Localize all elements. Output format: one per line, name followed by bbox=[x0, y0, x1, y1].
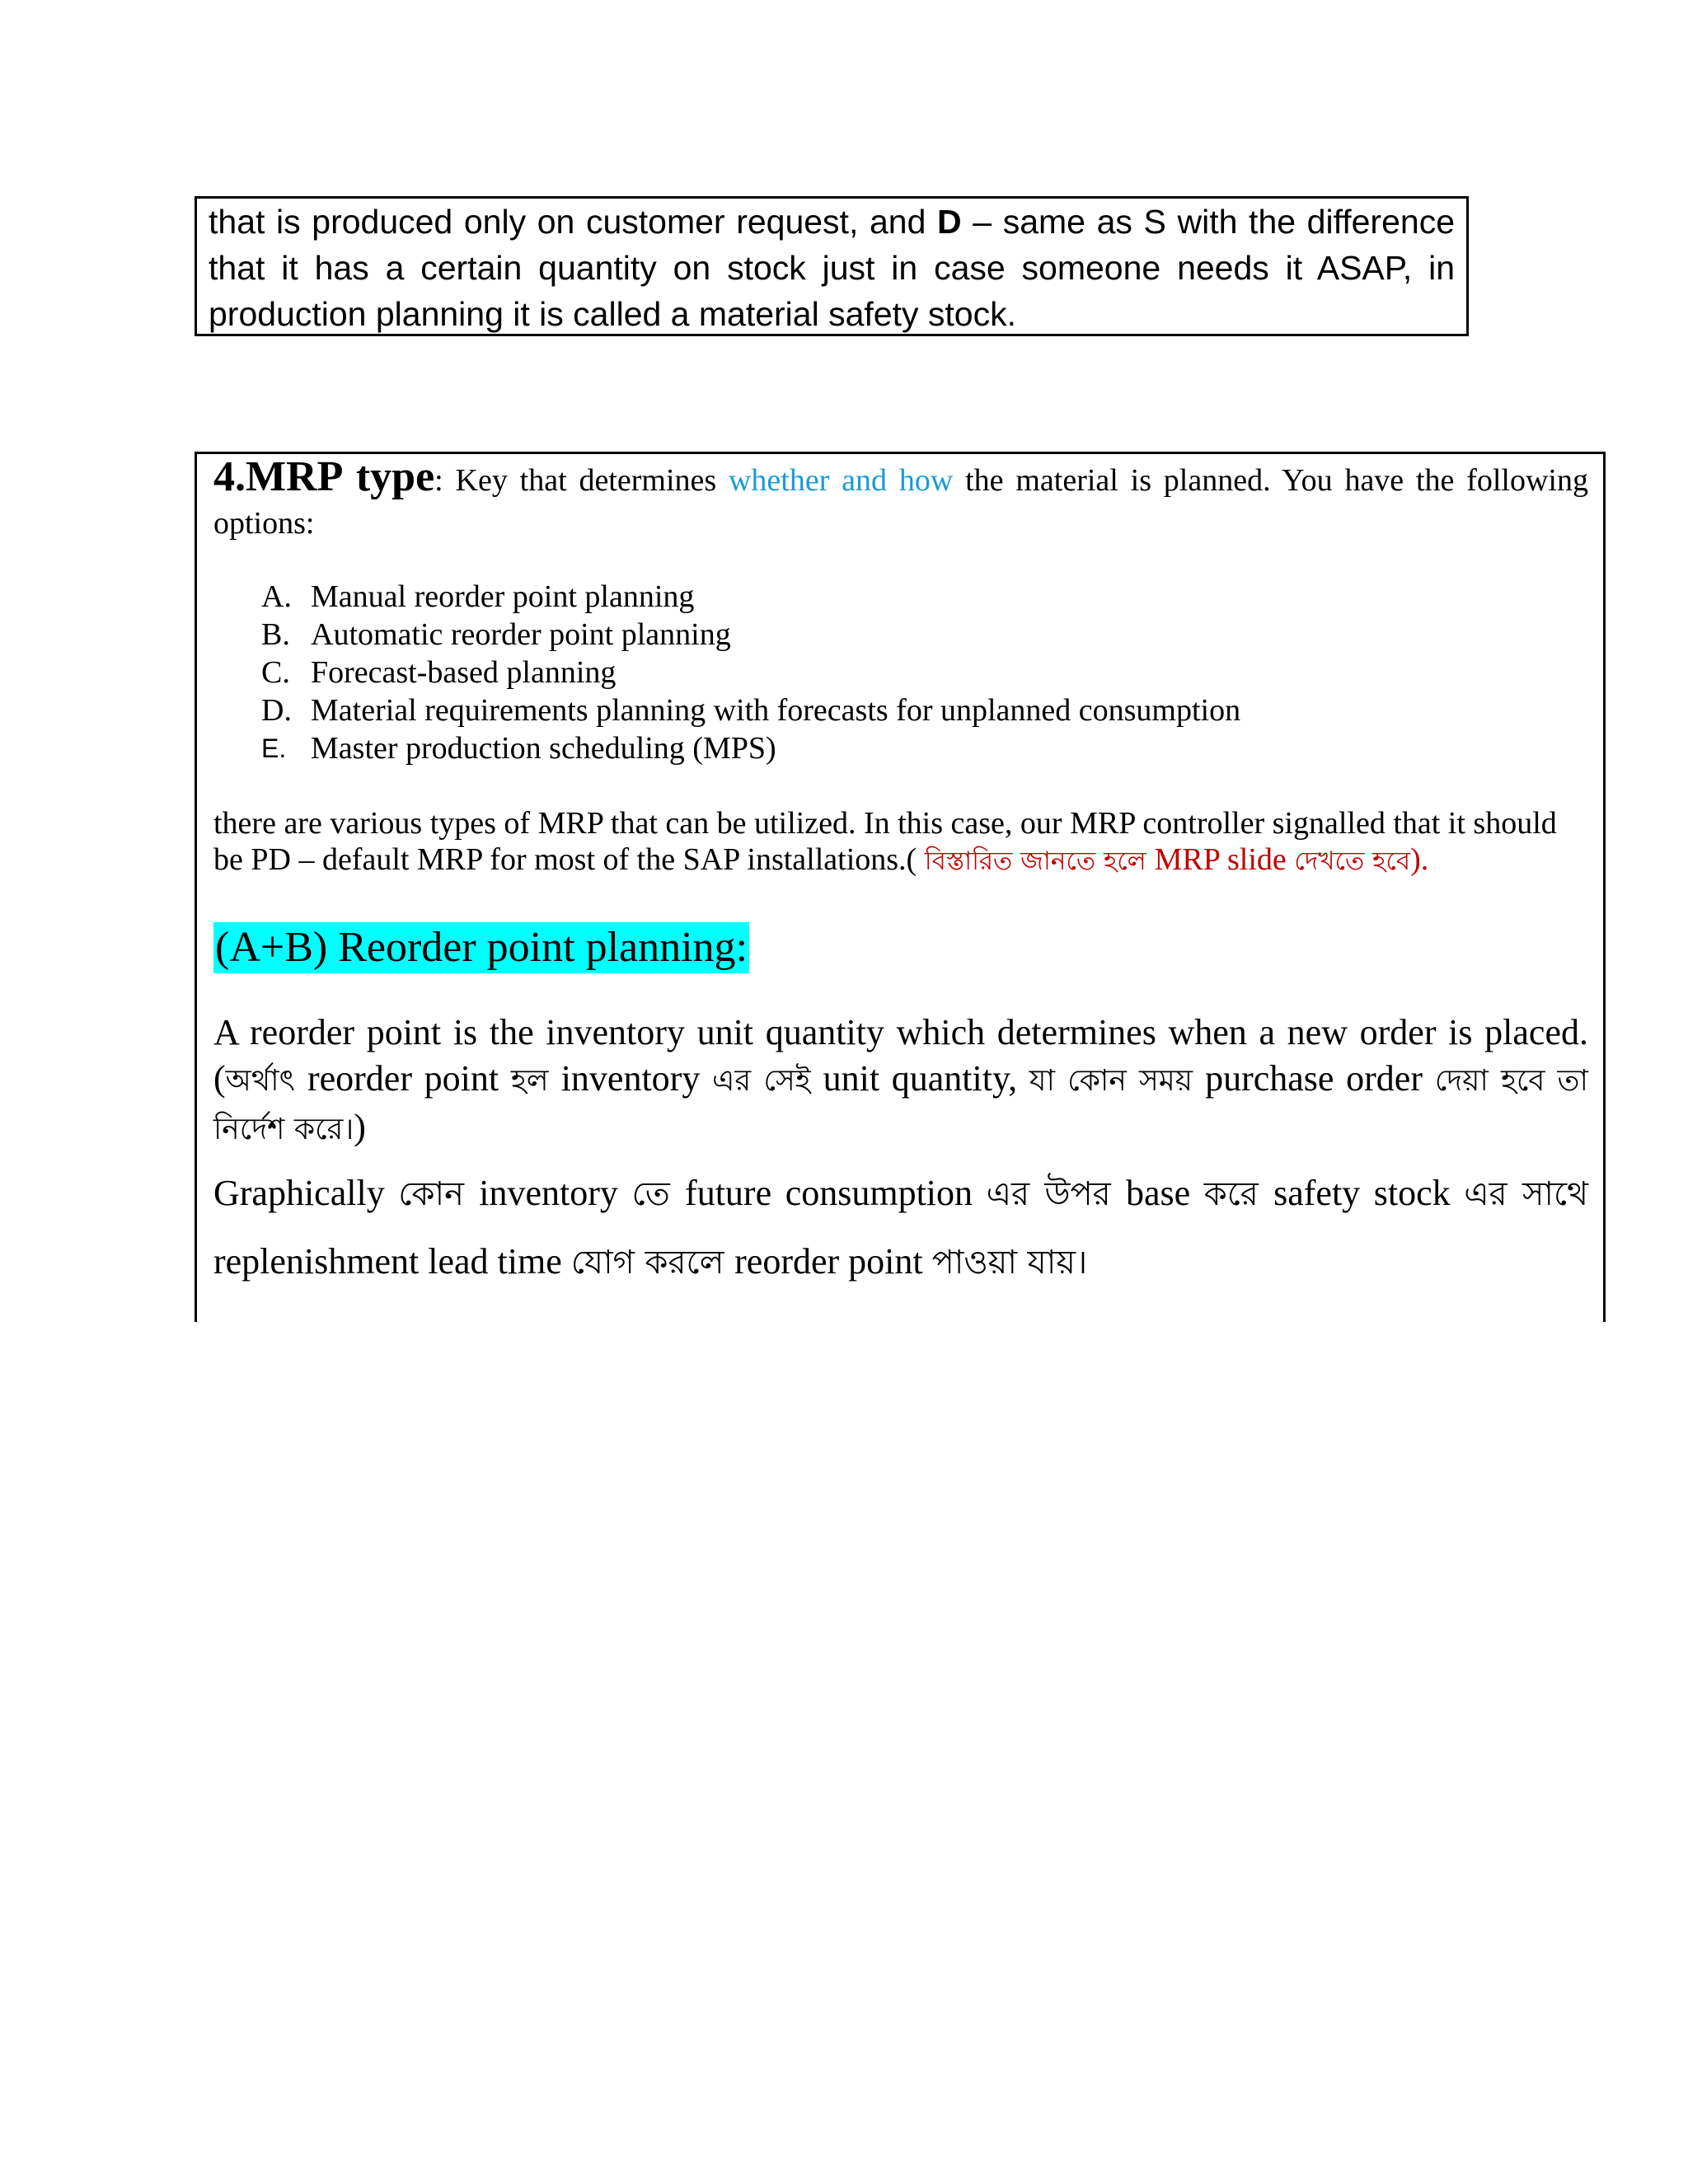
p2-en-5: purchase order bbox=[1205, 1058, 1435, 1099]
box1-bold-d: D bbox=[937, 203, 962, 241]
reorder-point-heading: (A+B) Reorder point planning: bbox=[213, 922, 749, 973]
p3-en-2: inventory bbox=[479, 1173, 632, 1213]
box1-text-2: – same as S with the difference that it has a certain quantity on stock just in case someone needs it ASAP, in production planning it is called a material safety stock. bbox=[209, 203, 1455, 333]
list-item bbox=[261, 691, 1588, 729]
p3-en-7: reorder point bbox=[734, 1241, 932, 1282]
p3-bn-7: পাওয়া যায়। bbox=[931, 1244, 1088, 1282]
para1-bengali-1: বিস্তারিত জানতে হলে bbox=[924, 846, 1155, 876]
option-letter: C. bbox=[261, 655, 290, 690]
p2-en-3: inventory bbox=[560, 1058, 713, 1099]
p2-bn-2: হল bbox=[510, 1064, 561, 1098]
p3-bn-3: এর উপর bbox=[986, 1175, 1126, 1213]
mrp-types-paragraph bbox=[213, 805, 1588, 879]
p3-bn-1: কোন bbox=[398, 1175, 480, 1213]
p2-bn-5: দেয়া হবে তা নির্দেশ করে। bbox=[213, 1064, 1588, 1146]
p3-en-3: future consumption bbox=[685, 1173, 987, 1213]
reorder-point-definition bbox=[213, 1010, 1588, 1153]
p2-en-2: reorder point bbox=[307, 1058, 511, 1099]
reorder-point-graphically bbox=[213, 1160, 1588, 1296]
mrp-type-highlight: whether and how bbox=[728, 463, 954, 498]
p3-bn-5: এর সাথে bbox=[1464, 1175, 1588, 1213]
para1-text: there are various types of MRP that can be utilized. In this case, our MRP controller signalled that it should be PD – default MRP for most of the SAP installations.( bbox=[213, 806, 1557, 877]
option-letter: A. bbox=[261, 579, 292, 614]
p2-bn-1: অর্থাৎ bbox=[225, 1064, 307, 1098]
list-item bbox=[261, 654, 1588, 691]
p2-en-4: unit quantity, bbox=[823, 1058, 1029, 1099]
option-letter: B. bbox=[261, 617, 290, 652]
p3-en-5: safety stock bbox=[1273, 1173, 1465, 1213]
option-text: Material requirements planning with forecasts for unplanned consumption bbox=[311, 693, 1241, 728]
text-box-mrp-type bbox=[195, 452, 1606, 1322]
p3-bn-2: তে bbox=[631, 1175, 686, 1213]
mrp-type-intro-text: : Key that determines bbox=[434, 463, 729, 498]
p2-bn-4: যা কোন সময় bbox=[1029, 1064, 1206, 1098]
para1-mrp-slide: MRP slide bbox=[1154, 842, 1295, 877]
p2-end: ) bbox=[354, 1107, 366, 1147]
p3-bn-4: করে bbox=[1203, 1175, 1274, 1213]
box1-text-1: that is produced only on customer request, and bbox=[209, 203, 938, 241]
mrp-type-intro-rest: the material is planned. You have the following options: bbox=[213, 463, 1588, 541]
text-box-safety-stock bbox=[195, 196, 1469, 336]
option-letter: D. bbox=[261, 693, 292, 728]
p3-bn-6: যোগ করলে bbox=[570, 1244, 735, 1282]
option-letter: E. bbox=[261, 733, 287, 763]
para1-end: ). bbox=[1410, 842, 1429, 877]
p2-bn-3: এর সেই bbox=[712, 1064, 823, 1098]
mrp-options-list bbox=[213, 578, 1588, 767]
mrp-type-intro bbox=[213, 453, 1588, 545]
p3-en-4: base bbox=[1125, 1173, 1204, 1213]
list-item bbox=[261, 578, 1588, 616]
p3-en-6: replenishment lead time bbox=[213, 1241, 571, 1282]
option-text: Automatic reorder point planning bbox=[311, 617, 731, 652]
option-text: Master production scheduling (MPS) bbox=[311, 731, 776, 766]
option-text: Manual reorder point planning bbox=[311, 579, 695, 614]
para1-bengali-2: দেখতে হবে bbox=[1294, 846, 1411, 876]
p3-en-1: Graphically bbox=[213, 1173, 399, 1213]
option-text: Forecast-based planning bbox=[311, 655, 617, 690]
list-item bbox=[261, 729, 1588, 767]
p2-en-1: A reorder point is the inventory unit quantity which determines when a new order is placed. ( bbox=[213, 1012, 1588, 1099]
list-item bbox=[261, 616, 1588, 654]
mrp-type-title: 4.MRP type bbox=[213, 453, 435, 500]
